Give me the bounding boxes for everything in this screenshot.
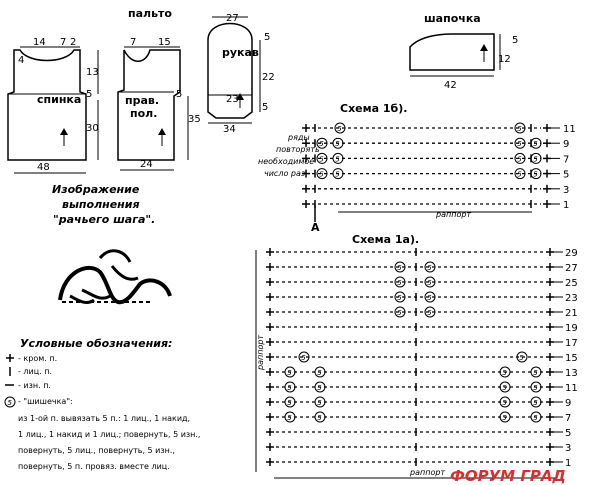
back-dim-length: 30 bbox=[86, 123, 99, 134]
row-number: 19 bbox=[565, 323, 578, 334]
svg-text:5: 5 bbox=[533, 399, 538, 407]
row-number: 7 bbox=[565, 413, 572, 424]
back-dim-shoulder-b: 2 bbox=[70, 37, 77, 48]
row-number: 11 bbox=[565, 383, 578, 394]
sleeve-dim-width: 34 bbox=[223, 124, 236, 135]
svg-text:5: 5 bbox=[427, 294, 432, 302]
bobble-symbol bbox=[517, 352, 527, 362]
svg-text:5: 5 bbox=[319, 170, 324, 179]
svg-text:5: 5 bbox=[301, 354, 306, 362]
scheme-1a-grid bbox=[266, 248, 578, 469]
edge-stitch-right bbox=[546, 248, 554, 256]
crab-caption-line2: выполнения bbox=[62, 198, 140, 211]
edge-stitch-right bbox=[546, 398, 554, 406]
edge-stitch-left bbox=[266, 353, 274, 361]
svg-text:5: 5 bbox=[319, 140, 324, 149]
svg-text:5: 5 bbox=[533, 384, 538, 392]
svg-text:5: 5 bbox=[533, 155, 538, 164]
bobble-symbol bbox=[531, 367, 541, 377]
edge-stitch-left bbox=[302, 185, 310, 193]
bobble-symbol bbox=[500, 367, 510, 377]
svg-text:5: 5 bbox=[502, 369, 507, 377]
scheme-1b-note-line4: число раз bbox=[264, 169, 306, 178]
edge-stitch-right bbox=[543, 139, 551, 147]
edge-stitch-right bbox=[546, 353, 554, 361]
bobble-symbol bbox=[315, 382, 325, 392]
sleeve-dim-cuff: 23 bbox=[226, 94, 239, 105]
bobble-symbol bbox=[500, 382, 510, 392]
edge-stitch-left bbox=[266, 443, 274, 451]
sleeve-label: рукав bbox=[222, 46, 259, 59]
legend-bobble-title: - "шишечка": bbox=[18, 397, 73, 406]
legend-bobble-line2: 1 лиц., 1 накид и 1 лиц.; повернуть, 5 изн., bbox=[18, 430, 201, 439]
bobble-symbol bbox=[531, 412, 541, 422]
bobble-symbol bbox=[315, 397, 325, 407]
edge-stitch-left bbox=[266, 458, 274, 466]
scheme-1a-repeat-vertical-label: раппорт bbox=[256, 334, 265, 370]
svg-text:5: 5 bbox=[427, 309, 432, 317]
bobble-symbol bbox=[285, 397, 295, 407]
edge-stitch-right bbox=[546, 338, 554, 346]
hat-dim-width: 42 bbox=[444, 80, 457, 91]
edge-stitch-right bbox=[546, 458, 554, 466]
sleeve-dim-cuff-depth: 5 bbox=[262, 102, 269, 113]
front-dim-waist: 5 bbox=[176, 89, 183, 100]
row-number: 29 bbox=[565, 248, 578, 259]
svg-text:5: 5 bbox=[533, 170, 538, 179]
edge-stitch-left bbox=[266, 413, 274, 421]
row-number: 23 bbox=[565, 293, 578, 304]
scheme-1b-grid bbox=[302, 123, 576, 211]
svg-text:5: 5 bbox=[427, 264, 432, 272]
svg-text:5: 5 bbox=[335, 140, 340, 149]
back-dim-width: 48 bbox=[37, 162, 50, 173]
legend-knit-text: - лиц. п. bbox=[18, 367, 53, 376]
svg-text:5: 5 bbox=[335, 170, 340, 179]
svg-text:5: 5 bbox=[397, 279, 402, 287]
bobble-symbol bbox=[315, 367, 325, 377]
svg-text:5: 5 bbox=[317, 369, 322, 377]
row-number: 7 bbox=[563, 154, 570, 166]
crab-caption-line3: "рачьего шага". bbox=[53, 213, 156, 226]
edge-stitch-right bbox=[546, 368, 554, 376]
row-number: 25 bbox=[565, 278, 578, 289]
edge-stitch-right bbox=[546, 293, 554, 301]
legend-bobble-symbol bbox=[5, 397, 15, 407]
svg-text:5: 5 bbox=[317, 414, 322, 422]
edge-stitch-right bbox=[543, 200, 551, 208]
row-number: 9 bbox=[563, 139, 570, 151]
edge-stitch-right bbox=[546, 323, 554, 331]
edge-stitch-left bbox=[266, 263, 274, 271]
svg-text:5: 5 bbox=[397, 264, 402, 272]
svg-text:5: 5 bbox=[337, 125, 342, 133]
row-number: 17 bbox=[565, 338, 578, 349]
row-number: 5 bbox=[563, 169, 570, 181]
svg-text:5: 5 bbox=[517, 170, 522, 179]
svg-text:5: 5 bbox=[397, 309, 402, 317]
scheme-1b-repeat-label: раппорт bbox=[436, 210, 472, 219]
svg-text:5: 5 bbox=[317, 399, 322, 407]
edge-stitch-left bbox=[266, 308, 274, 316]
front-dim-top-a: 7 bbox=[130, 37, 137, 48]
row-number: 9 bbox=[565, 398, 572, 409]
svg-text:5: 5 bbox=[502, 384, 507, 392]
svg-text:5: 5 bbox=[287, 384, 292, 392]
front-label-line2: пол. bbox=[130, 107, 158, 120]
edge-stitch-right bbox=[543, 154, 551, 162]
edge-stitch-right bbox=[543, 170, 551, 178]
bobble-symbol bbox=[531, 397, 541, 407]
svg-text:5: 5 bbox=[517, 140, 522, 149]
svg-text:5: 5 bbox=[517, 125, 522, 133]
bobble-symbol bbox=[315, 412, 325, 422]
sleeve-dim-top: 27 bbox=[226, 13, 239, 24]
back-dim-neck: 14 bbox=[33, 37, 46, 48]
legend-bobble-line1: из 1-ой п. вывязать 5 п.: 1 лиц., 1 накид, bbox=[18, 414, 191, 423]
front-dim-length: 35 bbox=[188, 114, 201, 125]
edge-stitch-right bbox=[546, 413, 554, 421]
edge-stitch-left bbox=[266, 278, 274, 286]
svg-text:5: 5 bbox=[7, 399, 12, 407]
back-dim-armhole: 13 bbox=[86, 67, 99, 78]
edge-stitch-right bbox=[546, 278, 554, 286]
row-number: 13 bbox=[565, 368, 578, 379]
legend-edge-text: - кром. п. bbox=[18, 354, 58, 363]
scheme-1b-note-line1: ряды bbox=[288, 133, 310, 142]
legend-purl-text: - изн. п. bbox=[18, 381, 51, 390]
edge-stitch-right bbox=[546, 428, 554, 436]
svg-text:5: 5 bbox=[502, 414, 507, 422]
edge-stitch-right bbox=[546, 443, 554, 451]
row-number: 21 bbox=[565, 308, 578, 319]
bobble-symbol bbox=[531, 382, 541, 392]
svg-text:5: 5 bbox=[533, 140, 538, 149]
row-number: 3 bbox=[565, 443, 572, 454]
back-label: спинка bbox=[37, 93, 82, 106]
svg-text:5: 5 bbox=[319, 155, 324, 164]
bobble-symbol bbox=[333, 169, 343, 179]
scheme-1b-note-line2: повторять bbox=[276, 145, 320, 154]
bobble-symbol bbox=[333, 138, 343, 148]
forum-grad-watermark: ФОРУМ ГРАД bbox=[450, 467, 566, 485]
edge-stitch-right bbox=[546, 383, 554, 391]
coat-title: пальто bbox=[128, 7, 172, 20]
edge-stitch-right bbox=[546, 308, 554, 316]
edge-stitch-left bbox=[266, 323, 274, 331]
front-label-line1: прав. bbox=[125, 94, 160, 107]
sleeve-dim-length: 22 bbox=[262, 72, 275, 83]
legend-bobble-line3: повернуть, 5 лиц., повернуть, 5 изн., bbox=[18, 446, 175, 455]
edge-stitch-left bbox=[266, 368, 274, 376]
edge-stitch-left bbox=[266, 338, 274, 346]
svg-text:5: 5 bbox=[287, 399, 292, 407]
svg-text:5: 5 bbox=[517, 155, 522, 164]
bobble-symbol bbox=[500, 397, 510, 407]
row-number: 1 bbox=[565, 458, 572, 469]
bobble-symbol bbox=[500, 412, 510, 422]
front-dim-top-b: 15 bbox=[158, 37, 171, 48]
edge-stitch-right bbox=[546, 263, 554, 271]
hat-dim-height: 12 bbox=[498, 54, 511, 65]
front-dim-width: 24 bbox=[140, 159, 153, 170]
edge-stitch-left bbox=[302, 124, 310, 132]
scheme-1a-title: Схема 1а). bbox=[352, 233, 420, 246]
row-number: 27 bbox=[565, 263, 578, 274]
edge-stitch-left bbox=[266, 398, 274, 406]
row-number: 3 bbox=[563, 184, 570, 196]
scheme-1b-title: Схема 1б). bbox=[340, 102, 408, 115]
hat-title: шапочка bbox=[424, 12, 481, 25]
svg-text:5: 5 bbox=[533, 369, 538, 377]
svg-text:5: 5 bbox=[287, 369, 292, 377]
bobble-symbol bbox=[333, 153, 343, 163]
bobble-symbol bbox=[531, 169, 541, 179]
row-number: 15 bbox=[565, 353, 578, 364]
edge-stitch-left bbox=[266, 383, 274, 391]
legend-title: Условные обозначения: bbox=[20, 337, 173, 350]
row-number: 5 bbox=[565, 428, 572, 439]
svg-text:5: 5 bbox=[397, 294, 402, 302]
back-dim-shoulder-a: 7 bbox=[60, 37, 67, 48]
scheme-1a-repeat-label: раппорт bbox=[410, 468, 446, 477]
bobble-symbol bbox=[285, 367, 295, 377]
crab-caption-line1: Изображение bbox=[52, 183, 140, 196]
sleeve-pattern-piece bbox=[208, 17, 260, 123]
hat-dim-crown: 5 bbox=[512, 35, 519, 46]
back-dim-waist: 5 bbox=[86, 89, 93, 100]
bobble-symbol bbox=[531, 153, 541, 163]
svg-text:5: 5 bbox=[519, 354, 524, 362]
edge-stitch-left bbox=[266, 293, 274, 301]
bobble-symbol bbox=[285, 382, 295, 392]
bobble-symbol bbox=[531, 138, 541, 148]
edge-stitch-left bbox=[302, 200, 310, 208]
sleeve-dim-cap: 5 bbox=[264, 32, 271, 43]
crab-stitch-illustration bbox=[60, 251, 170, 303]
scheme-1b-note-line3: необходимое bbox=[258, 157, 315, 166]
scheme-1b-start-label: А bbox=[311, 221, 320, 234]
legend-bobble-line4: повернуть, 5 п. провяз. вместе лиц. bbox=[18, 462, 170, 471]
svg-text:5: 5 bbox=[317, 384, 322, 392]
svg-text:5: 5 bbox=[533, 414, 538, 422]
legend-edge-symbol bbox=[6, 354, 14, 362]
svg-text:5: 5 bbox=[427, 279, 432, 287]
bobble-symbol bbox=[285, 412, 295, 422]
edge-stitch-right bbox=[543, 124, 551, 132]
row-number: 1 bbox=[563, 200, 570, 211]
edge-stitch-right bbox=[543, 185, 551, 193]
row-number: 11 bbox=[563, 124, 576, 135]
svg-text:5: 5 bbox=[287, 414, 292, 422]
edge-stitch-left bbox=[266, 428, 274, 436]
edge-stitch-left bbox=[266, 248, 274, 256]
svg-text:5: 5 bbox=[502, 399, 507, 407]
svg-text:5: 5 bbox=[335, 155, 340, 164]
hat-pattern-piece bbox=[410, 34, 500, 76]
back-dim-neck-depth: 4 bbox=[18, 55, 25, 66]
